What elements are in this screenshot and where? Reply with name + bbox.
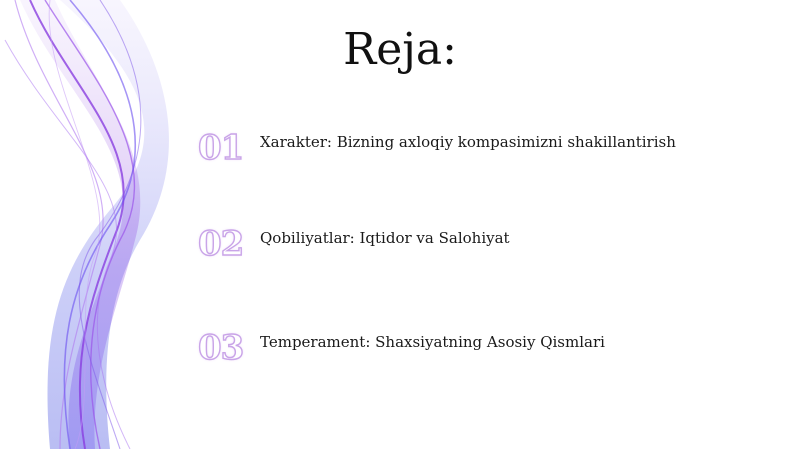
item-number: 03 <box>198 328 244 368</box>
list-item <box>198 326 778 370</box>
decorative-wave-graphic <box>0 0 200 449</box>
item-text: Qobiliyatlar: Iqtidor va Salohiyat <box>260 229 510 247</box>
list-item <box>198 126 778 170</box>
slide-title: Reja: <box>343 24 457 75</box>
item-text: Xarakter: Bizning axloqiy kompasimizni shakillantirish <box>260 133 676 151</box>
item-text: Temperament: Shaxsiyatning Asosiy Qismlari <box>260 333 605 351</box>
item-number: 02 <box>198 224 244 264</box>
list-item <box>198 222 778 266</box>
item-number: 01 <box>198 128 244 168</box>
